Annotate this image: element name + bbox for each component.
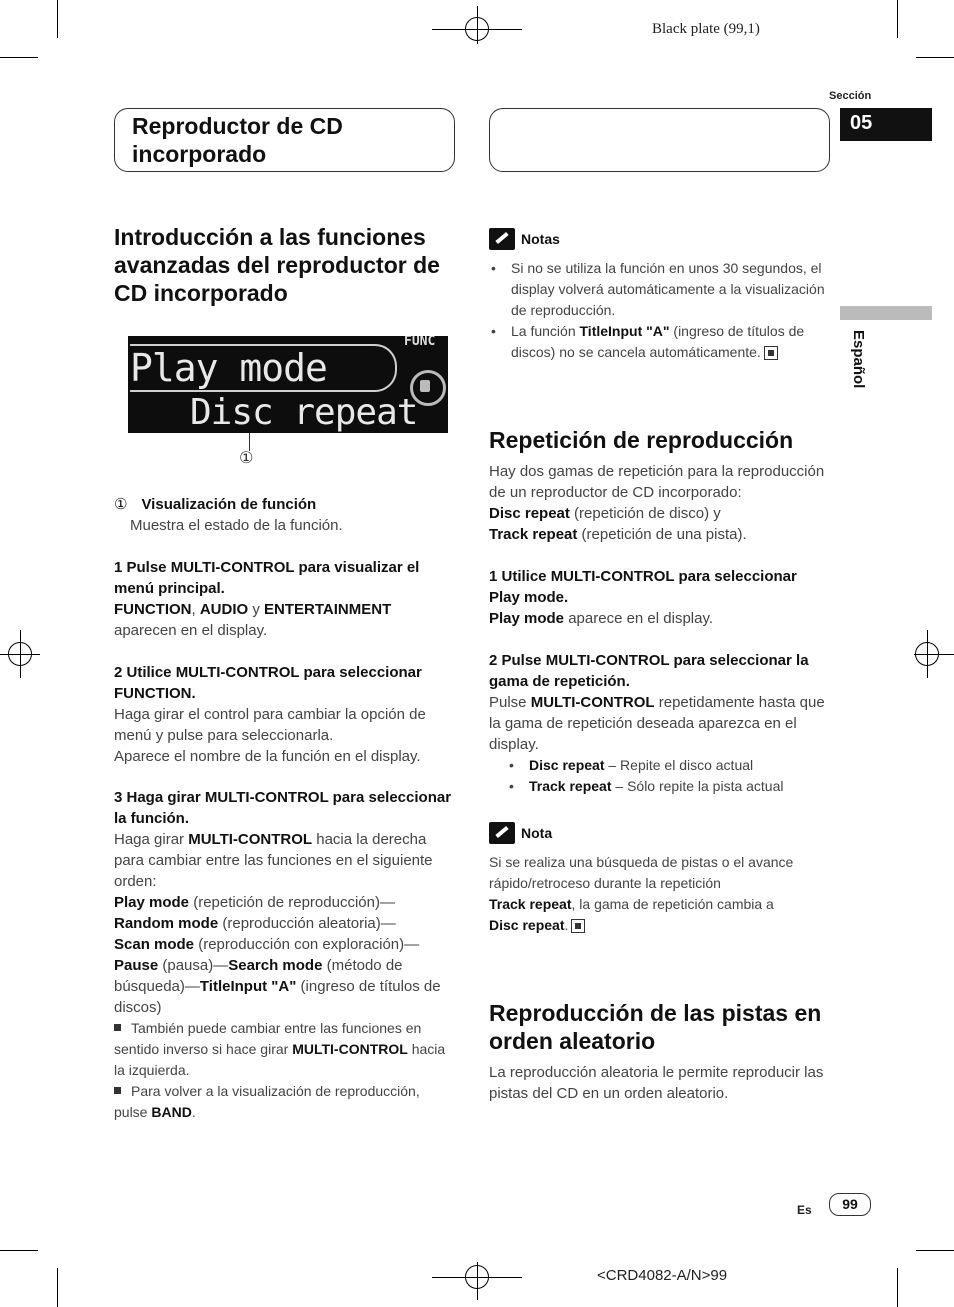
doc-code: <CRD4082-A/N>99 [597, 1267, 728, 1284]
header-title: Reproductor de CD incorporado [132, 113, 343, 167]
step-3-heading: 3 Haga girar MULTI-CONTROL para seleccionar la función. [114, 789, 452, 827]
page-title: Introducción a las funciones avanzadas del reproductor de CD incorporado [114, 224, 440, 306]
callout-number: ① [239, 450, 254, 467]
registration-mark [465, 17, 489, 41]
tip-1: También puede cambiar entre las funciones en sentido inverso si hace girar MULTI-CONTROL hacia la izquierda. [114, 1020, 446, 1078]
legend-number: ① [114, 496, 128, 513]
language-tab-bar [840, 306, 932, 320]
registration-mark [465, 1265, 489, 1289]
section-number: 05 [850, 112, 873, 134]
language-label: Español [850, 330, 867, 389]
crop-mark [57, 1268, 58, 1307]
display-func-label: FUNC [404, 336, 436, 349]
end-mark-icon [571, 919, 585, 933]
step-2-text-2: Aparece el nombre de la función en el display. [114, 748, 421, 765]
notes-label: Notas [521, 231, 560, 247]
crop-mark [916, 57, 954, 58]
display-line-1: Play mode [130, 346, 327, 390]
random-text: La reproducción aleatoria le permite reproducir las pistas del CD en un orden aleatorio. [489, 1064, 824, 1102]
note-text: Si se realiza una búsqueda de pistas o el avance rápido/retroceso durante la repetición Track repeat, la gama de repetición cambia a Disc repeat. [489, 854, 794, 933]
control-center-icon [420, 380, 430, 392]
note-block [489, 822, 829, 936]
legend [114, 494, 454, 536]
display-illustration [128, 336, 448, 433]
square-bullet-icon [114, 1087, 121, 1094]
repeat-intro: Hay dos gamas de repetición para la reproducción de un reproductor de CD incorporado: Disc repeat (repetición de disco) y Track repeat (repetición de una pista). [489, 463, 825, 543]
section-tab [840, 108, 932, 141]
crop-mark [0, 1250, 38, 1251]
crop-mark [897, 1268, 898, 1307]
header-box [114, 108, 455, 172]
repeat-step-2: 2 Pulse MULTI-CONTROL para seleccionar la gama de repetición. Pulse MULTI-CONTROL repetidamente hasta que la gama de repetición deseada aparezca en el display. • Disc repeat – Repite el disco actual • Track repeat – Sólo repite la pista actual [489, 650, 829, 797]
registration-mark [8, 642, 32, 666]
legend-desc: Muestra el estado de la función. [130, 517, 343, 534]
repeat-step-1: 1 Utilice MULTI-CONTROL para seleccionar Play mode. Play mode aparece en el display. [489, 568, 797, 627]
step-1 [114, 557, 454, 641]
step-2 [114, 662, 454, 767]
note-pencil-icon [489, 228, 515, 250]
end-mark-icon [764, 346, 778, 360]
notes-block [489, 228, 829, 363]
square-bullet-icon [114, 1024, 121, 1031]
step-1-heading: 1 Pulse MULTI-CONTROL para visualizar el menú principal. [114, 559, 420, 597]
step-3-text: Haga girar MULTI-CONTROL hacia la derecha para cambiar entre las funciones en el siguiente orden: [114, 831, 433, 890]
section-label: Sección [829, 90, 872, 102]
header-box-empty [489, 108, 830, 172]
repeat-option: • Disc repeat – Repite el disco actual [507, 755, 829, 776]
footer-lang: Es [797, 1203, 812, 1217]
section-heading-random: Reproducción de las pistas en orden aleatorio [489, 1000, 822, 1054]
step-2-heading: 2 Utilice MULTI-CONTROL para seleccionar FUNCTION. [114, 664, 422, 702]
crop-mark [0, 57, 38, 58]
crop-mark [897, 0, 898, 38]
display-line-2: Disc repeat [190, 392, 418, 433]
crop-mark [57, 0, 58, 38]
plate-label: Black plate (99,1) [652, 21, 760, 37]
note-pencil-icon [489, 822, 515, 844]
registration-mark [915, 642, 939, 666]
function-order: Play mode (repetición de reproducción)— Random mode (reproducción aleatoria)— Scan mode (reproducción con exploración)— Pause (pausa)—Search mode (método de búsqueda)—TitleInput "A" (ingreso de títulos de discos) [114, 894, 441, 1016]
note-item: • La función TitleInput "A" (ingreso de títulos de discos) no se cancela automáticamente. [489, 321, 829, 363]
crop-mark [916, 1250, 954, 1251]
step-3 [114, 787, 454, 1123]
tip-2: Para volver a la visualización de reproducción, pulse BAND. [114, 1083, 420, 1120]
note-label: Nota [521, 825, 553, 841]
note-item: • Si no se utiliza la función en unos 30 segundos, el display volverá automáticamente a la visualización de reproducción. [489, 258, 829, 321]
repeat-option: • Track repeat – Sólo repite la pista actual [507, 776, 829, 797]
legend-title: Visualización de función [141, 496, 317, 513]
section-heading-repeat: Repetición de reproducción [489, 427, 794, 453]
step-2-text: Haga girar el control para cambiar la opción de menú y pulse para seleccionarla. [114, 706, 426, 744]
page-number: 99 [829, 1193, 871, 1216]
step-1-text: FUNCTION, AUDIO y ENTERTAINMENT aparecen en el display. [114, 601, 392, 639]
